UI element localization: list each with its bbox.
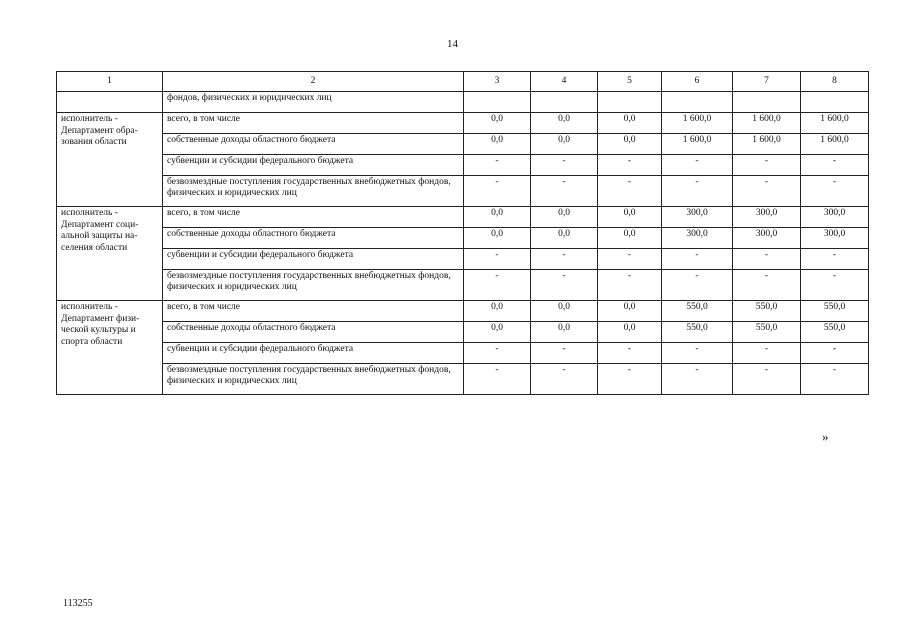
value-cell: 0,0: [531, 322, 598, 343]
header-cell: 1: [57, 72, 163, 92]
value-cell: -: [464, 249, 531, 270]
value-cell: -: [662, 270, 733, 301]
value-cell: 300,0: [733, 228, 801, 249]
header-row: [57, 72, 869, 92]
header-cell: 6: [662, 72, 733, 92]
value-cell: 0,0: [464, 228, 531, 249]
value-cell: 550,0: [733, 301, 801, 322]
description-cell: субвенции и субсидии федерального бюджета: [163, 249, 464, 270]
value-cell: 0,0: [598, 134, 662, 155]
header-cell: 4: [531, 72, 598, 92]
table-row: [57, 113, 869, 134]
description-cell: всего, в том числе: [163, 113, 464, 134]
value-cell: -: [464, 176, 531, 207]
value-cell: -: [464, 155, 531, 176]
value-cell: -: [598, 176, 662, 207]
table-row: [57, 249, 869, 270]
value-cell: 0,0: [598, 207, 662, 228]
table-row: [57, 343, 869, 364]
executor-cell: [57, 92, 163, 113]
value-cell: 1 600,0: [733, 113, 801, 134]
value-cell: 0,0: [531, 301, 598, 322]
value-cell: -: [801, 270, 869, 301]
value-cell: 0,0: [464, 207, 531, 228]
value-cell: -: [598, 249, 662, 270]
value-cell: 300,0: [733, 207, 801, 228]
value-cell: -: [598, 343, 662, 364]
value-cell: -: [531, 270, 598, 301]
header-cell: 3: [464, 72, 531, 92]
value-cell: 0,0: [464, 113, 531, 134]
value-cell: 0,0: [598, 301, 662, 322]
description-cell: собственные доходы областного бюджета: [163, 134, 464, 155]
table-row: [57, 322, 869, 343]
value-cell: -: [531, 155, 598, 176]
table-row: [57, 301, 869, 322]
header-cell: 5: [598, 72, 662, 92]
table-row: [57, 270, 869, 301]
value-cell: -: [733, 155, 801, 176]
value-cell: 550,0: [733, 322, 801, 343]
value-cell: -: [733, 176, 801, 207]
description-cell: субвенции и субсидии федерального бюджета: [163, 343, 464, 364]
value-cell: -: [801, 176, 869, 207]
value-cell: 300,0: [801, 228, 869, 249]
value-cell: -: [662, 364, 733, 395]
table-row: [57, 207, 869, 228]
executor-cell: исполнитель - Департамент физи-ческой культуры и спорта области: [57, 301, 163, 395]
value-cell: 0,0: [531, 207, 598, 228]
table-row: [57, 134, 869, 155]
value-cell: 0,0: [598, 322, 662, 343]
table-row: [57, 155, 869, 176]
closing-quote: »: [822, 429, 829, 444]
table-row: [57, 364, 869, 395]
value-cell: 0,0: [464, 322, 531, 343]
value-cell: 0,0: [464, 134, 531, 155]
description-cell: всего, в том числе: [163, 207, 464, 228]
value-cell: -: [733, 249, 801, 270]
value-cell: -: [801, 364, 869, 395]
value-cell: 1 600,0: [733, 134, 801, 155]
value-cell: 300,0: [662, 228, 733, 249]
value-cell: 300,0: [662, 207, 733, 228]
value-cell: 0,0: [531, 228, 598, 249]
value-cell: -: [531, 343, 598, 364]
value-cell: 550,0: [801, 322, 869, 343]
value-cell: 0,0: [531, 113, 598, 134]
header-cell: 7: [733, 72, 801, 92]
description-cell: безвозмездные поступления государственных внебюджетных фондов, физических и юридических лиц: [163, 364, 464, 395]
executor-cell: исполнитель - Департамент обра-зования области: [57, 113, 163, 207]
description-cell: собственные доходы областного бюджета: [163, 322, 464, 343]
value-cell: -: [464, 343, 531, 364]
value-cell: -: [733, 343, 801, 364]
value-cell: -: [531, 249, 598, 270]
value-cell: -: [801, 155, 869, 176]
budget-table: [56, 71, 869, 395]
table-row: [57, 228, 869, 249]
value-cell: -: [662, 343, 733, 364]
value-cell: -: [598, 364, 662, 395]
value-cell: -: [662, 249, 733, 270]
value-cell: 550,0: [662, 322, 733, 343]
value-cell: -: [733, 364, 801, 395]
value-cell: -: [733, 270, 801, 301]
value-cell: 550,0: [801, 301, 869, 322]
value-cell: 1 600,0: [801, 134, 869, 155]
executor-cell: исполнитель - Департамент соци-альной защиты на-селения области: [57, 207, 163, 301]
value-cell: -: [662, 155, 733, 176]
value-cell: -: [464, 270, 531, 301]
value-cell: 550,0: [662, 301, 733, 322]
header-cell: 2: [163, 72, 464, 92]
description-cell: безвозмездные поступления государственных внебюджетных фондов, физических и юридических лиц: [163, 270, 464, 301]
value-cell: 0,0: [464, 301, 531, 322]
value-cell: 1 600,0: [662, 113, 733, 134]
value-cell: -: [598, 155, 662, 176]
page-number: 14: [447, 38, 458, 50]
value-cell: -: [531, 176, 598, 207]
description-cell: фондов, физических и юридических лиц: [163, 92, 464, 113]
value-cell: 1 600,0: [662, 134, 733, 155]
value-cell: -: [464, 364, 531, 395]
value-cell: 0,0: [598, 228, 662, 249]
value-cell: -: [531, 364, 598, 395]
description-cell: собственные доходы областного бюджета: [163, 228, 464, 249]
table-row: [57, 176, 869, 207]
value-cell: 300,0: [801, 207, 869, 228]
value-cell: 0,0: [531, 134, 598, 155]
value-cell: 1 600,0: [801, 113, 869, 134]
value-cell: -: [801, 249, 869, 270]
table-row: [57, 92, 869, 113]
value-cell: -: [662, 176, 733, 207]
value-cell: -: [801, 343, 869, 364]
description-cell: безвозмездные поступления государственных внебюджетных фондов, физических и юридических лиц: [163, 176, 464, 207]
value-cell: 0,0: [598, 113, 662, 134]
description-cell: субвенции и субсидии федерального бюджета: [163, 155, 464, 176]
header-cell: 8: [801, 72, 869, 92]
footer-code: 113255: [63, 598, 93, 609]
value-cell: -: [598, 270, 662, 301]
description-cell: всего, в том числе: [163, 301, 464, 322]
